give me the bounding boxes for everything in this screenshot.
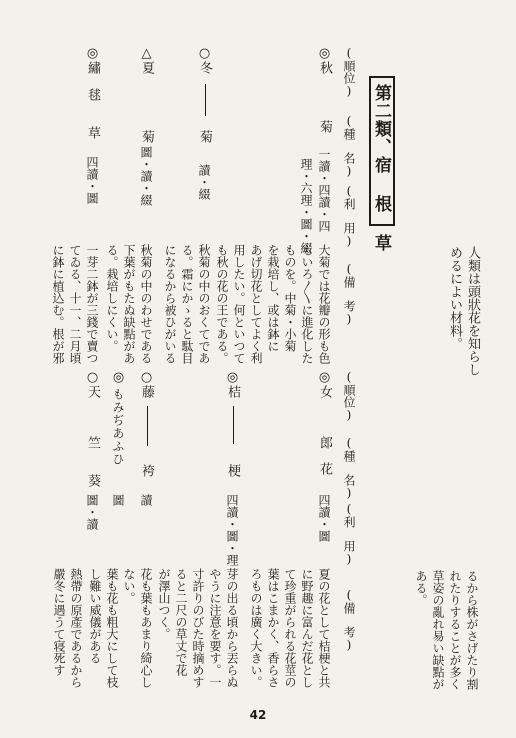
- remark-line: 花も葉もあまり綺心し: [139, 568, 153, 688]
- entry-use-line-1: 圖・讀・綴: [139, 146, 153, 206]
- remark-line: 秋菊の中のわせである: [139, 244, 153, 364]
- entry-mark: ○: [197, 46, 212, 61]
- remark-line: 芽の出る頃から丟らぬ: [225, 568, 239, 688]
- remark-line: もいろ〳〵に進化した: [300, 244, 314, 364]
- entry-rank: 天: [85, 385, 100, 398]
- entry-mark: ◎: [111, 370, 126, 385]
- entry-rank: 秋: [317, 61, 332, 74]
- entry-rank: 藤: [139, 385, 154, 398]
- remark-line: 秋菊の中のおくてであ: [197, 244, 211, 364]
- entry-name: 梗: [225, 464, 240, 477]
- remark-line: 草姿の亂れ易い缺點が: [431, 570, 445, 690]
- entry-name: 菊: [197, 130, 212, 143]
- remark-line: を栽培し、或は鉢に: [266, 244, 280, 352]
- remark-line: ると二尺の草丈で花: [174, 568, 188, 676]
- entry-name: 袴: [139, 464, 154, 477]
- entry-use-line-1: 四讀・圖: [85, 156, 99, 204]
- entry-name: 郎 花: [317, 436, 332, 475]
- header-remark-top: (備 考): [342, 262, 356, 326]
- remark-line: 嚴冬に遇うて寝死す: [52, 568, 66, 676]
- remark-line: 寸許りのびた時摘めす: [191, 568, 205, 688]
- dash-line: [233, 406, 234, 444]
- entry-rank: 女: [317, 385, 332, 398]
- page-number: 42: [249, 708, 267, 722]
- entry-use-line-1: 四讀・圖: [317, 494, 331, 542]
- remark-line: れたりすることが多く: [448, 570, 462, 690]
- entry-use-line-1: 一讀・四讀・四: [317, 148, 331, 232]
- remark-line: 大菊では花瓣の形も色: [317, 244, 331, 364]
- remark-line: 葉はこまかく、香らさ: [266, 568, 280, 688]
- header-use-top: (利 用): [342, 184, 356, 248]
- remark-line: やうに注意を要す。一: [208, 568, 222, 688]
- remark-line: 一芽二鉢が三錢で賣つ: [85, 244, 99, 364]
- dash-line: [205, 84, 206, 116]
- remark-line: る。霜にかゝると駄目: [180, 244, 194, 364]
- remark-line: る。栽培しにくい。: [105, 244, 119, 352]
- remark-line: るから株がさげたり割: [465, 570, 479, 690]
- dash-line: [147, 406, 148, 446]
- remark-line: になるから被ひがいる: [163, 244, 177, 364]
- entry-use-line-1: 圖・讀: [85, 494, 99, 530]
- section-title: 第二類、宿 根 草: [371, 84, 391, 252]
- remark-line: てゐる、十一、二月頃: [68, 244, 82, 364]
- entry-rank: 桔: [225, 385, 240, 398]
- entry-rank: 冬: [197, 61, 212, 74]
- header-name-top: (種 名): [342, 114, 356, 178]
- right-note-line-1: 人類は頭狀花を知らし: [465, 246, 480, 376]
- remark-line: し難い威儀がある: [88, 568, 102, 664]
- entry-rank: 夏: [139, 61, 154, 74]
- entry-name: もみぢあふひ: [111, 388, 125, 466]
- remark-line: 下葉がもたぬ缺點があ: [122, 244, 136, 364]
- remark-line: ろものは廣く大きい。: [249, 568, 263, 688]
- remark-line: 葉も花も粗大にして枝: [105, 568, 119, 688]
- entry-mark: △: [139, 46, 154, 61]
- entry-mark: ○: [85, 370, 100, 385]
- remark-line: が澤山つく。: [157, 568, 171, 640]
- entry-name: 毬 草: [85, 88, 100, 145]
- remark-line: に野趣に富んだ花とし: [300, 568, 314, 688]
- header-use-bottom: (利 用): [342, 502, 356, 566]
- header-rank-bottom: (順位): [342, 370, 356, 422]
- header-rank-top: (順位): [342, 46, 356, 98]
- header-name-bottom: (種 名): [342, 436, 356, 500]
- entry-mark: ◎: [317, 46, 332, 61]
- remark-line: ものを。中菊・小菊: [283, 244, 297, 352]
- header-remark-bottom: (備 考): [342, 588, 356, 652]
- entry-name: 菊: [139, 130, 154, 143]
- entry-use-line-2: 理・六理・圖・綴: [299, 158, 313, 254]
- remark-line: あげ切花としてよく利: [249, 244, 263, 364]
- right-note-line-2: めるによい材料。: [447, 246, 462, 350]
- remark-line: ない。: [122, 568, 136, 604]
- remark-line: も秋の花の王である。: [215, 244, 229, 364]
- entry-use-line-1: 圖: [111, 494, 125, 506]
- entry-mark: ○: [139, 370, 154, 385]
- remark-line: 夏の花として桔梗と共: [317, 568, 331, 688]
- entry-mark: ◎: [317, 370, 332, 385]
- remark-line: て珍重がられる花莖の: [283, 568, 297, 688]
- remark-line: 用したい。何といつて: [232, 244, 246, 364]
- entry-rank: 繡: [85, 61, 100, 74]
- remark-line: ある。: [414, 570, 428, 606]
- entry-name: 竺 葵: [85, 436, 100, 493]
- entry-use-line-1: 四讀・圖・理: [225, 494, 239, 566]
- entry-name: 菊: [317, 120, 332, 133]
- entry-use-line-1: 讀: [139, 494, 153, 506]
- entry-mark: ◎: [85, 46, 100, 61]
- remark-line: 熱帶の原產であるから: [69, 568, 83, 688]
- entry-mark: ◎: [225, 370, 240, 385]
- remark-line: に鉢に植込む。根が邪: [51, 244, 65, 364]
- entry-use-line-1: 讀・綴: [197, 164, 211, 200]
